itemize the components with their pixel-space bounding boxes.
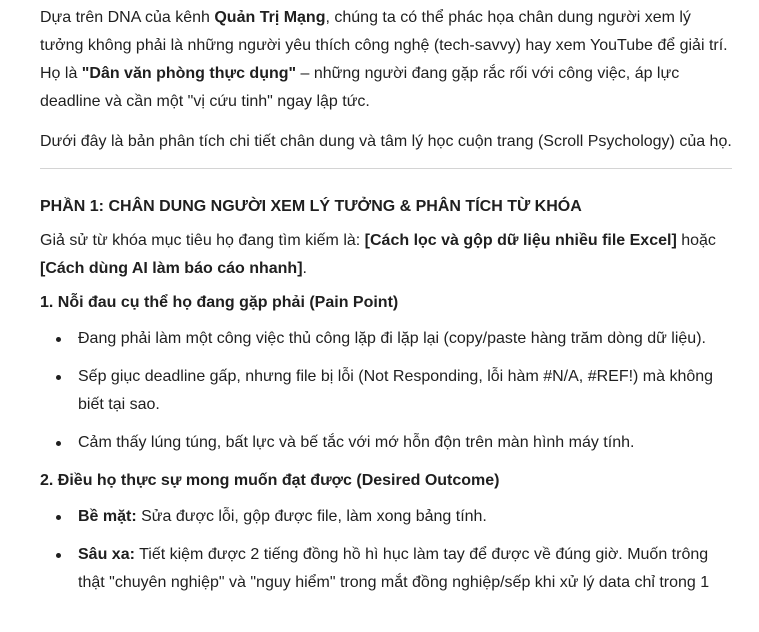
- outcome-text: Sửa được lỗi, gộp được file, làm xong bảng tính.: [136, 508, 487, 525]
- intro-text-3: – những người đang gặp rắc rối với công việc, áp lực deadline và cần một "vị cứu tinh" ngay lập tức.: [40, 65, 680, 110]
- document-body: [40, 4, 736, 607]
- keyword-text-1: Giả sử từ khóa mục tiêu họ đang tìm kiếm là:: [40, 232, 365, 249]
- pain-point-heading: 1. Nỗi đau cụ thể họ đang gặp phải (Pain Point): [40, 294, 399, 311]
- intro-paragraph: [40, 4, 736, 116]
- outcome-label: Sâu xa:: [78, 546, 135, 563]
- outcome-item: [40, 503, 736, 531]
- desired-outcome-heading: 2. Điều họ thực sự mong muốn đạt được (Desired Outcome): [40, 472, 500, 489]
- intro-text-1: Dựa trên DNA của kênh: [40, 9, 215, 26]
- keyword-ai: [Cách dùng AI làm báo cáo nhanh]: [40, 260, 303, 277]
- persona-name: "Dân văn phòng thực dụng": [81, 65, 297, 82]
- outcome-item: [40, 541, 736, 597]
- bottom-fade-overlay: [0, 606, 759, 632]
- keyword-excel: [Cách lọc và gộp dữ liệu nhiều file Excel]: [364, 232, 677, 249]
- pain-point-item: Đang phải làm một công việc thủ công lặp đi lặp lại (copy/paste hàng trăm dòng dữ liệu).: [40, 325, 736, 353]
- keyword-paragraph: [40, 227, 736, 283]
- desired-outcome-list: [40, 503, 736, 597]
- channel-name: Quản Trị Mạng: [214, 9, 326, 26]
- pain-point-item: Sếp giục deadline gấp, nhưng file bị lỗi (Not Responding, lỗi hàm #N/A, #REF!) mà không biết tại sao.: [40, 363, 736, 419]
- section-divider: [40, 168, 732, 169]
- intro-text-2: , chúng ta có thể phác họa chân dung người xem lý tưởng không phải là những người yêu thích công nghệ (tech-savvy) hay xem YouTube để giải trí. Họ là: [40, 9, 728, 82]
- section-1-heading: PHẦN 1: CHÂN DUNG NGƯỜI XEM LÝ TƯỞNG & PHÂN TÍCH TỪ KHÓA: [40, 198, 582, 215]
- outcome-label: Bề mặt:: [78, 508, 137, 525]
- pain-point-item: Cảm thấy lúng túng, bất lực và bế tắc với mớ hỗn độn trên màn hình máy tính.: [40, 429, 736, 457]
- pain-point-list: [40, 325, 736, 457]
- keyword-text-2: hoặc: [676, 232, 716, 249]
- keyword-text-3: .: [302, 260, 307, 277]
- outcome-text: Tiết kiệm được 2 tiếng đồng hồ hì hục làm tay để được về đúng giờ. Muốn trông thật "chuyên nghiệp" và "nguy hiểm" trong mắt đồng nghiệp/sếp khi xử lý data chỉ trong 1: [78, 546, 710, 591]
- analysis-intro-paragraph: Dưới đây là bản phân tích chi tiết chân dung và tâm lý học cuộn trang (Scroll Psychology) của họ.: [40, 133, 732, 150]
